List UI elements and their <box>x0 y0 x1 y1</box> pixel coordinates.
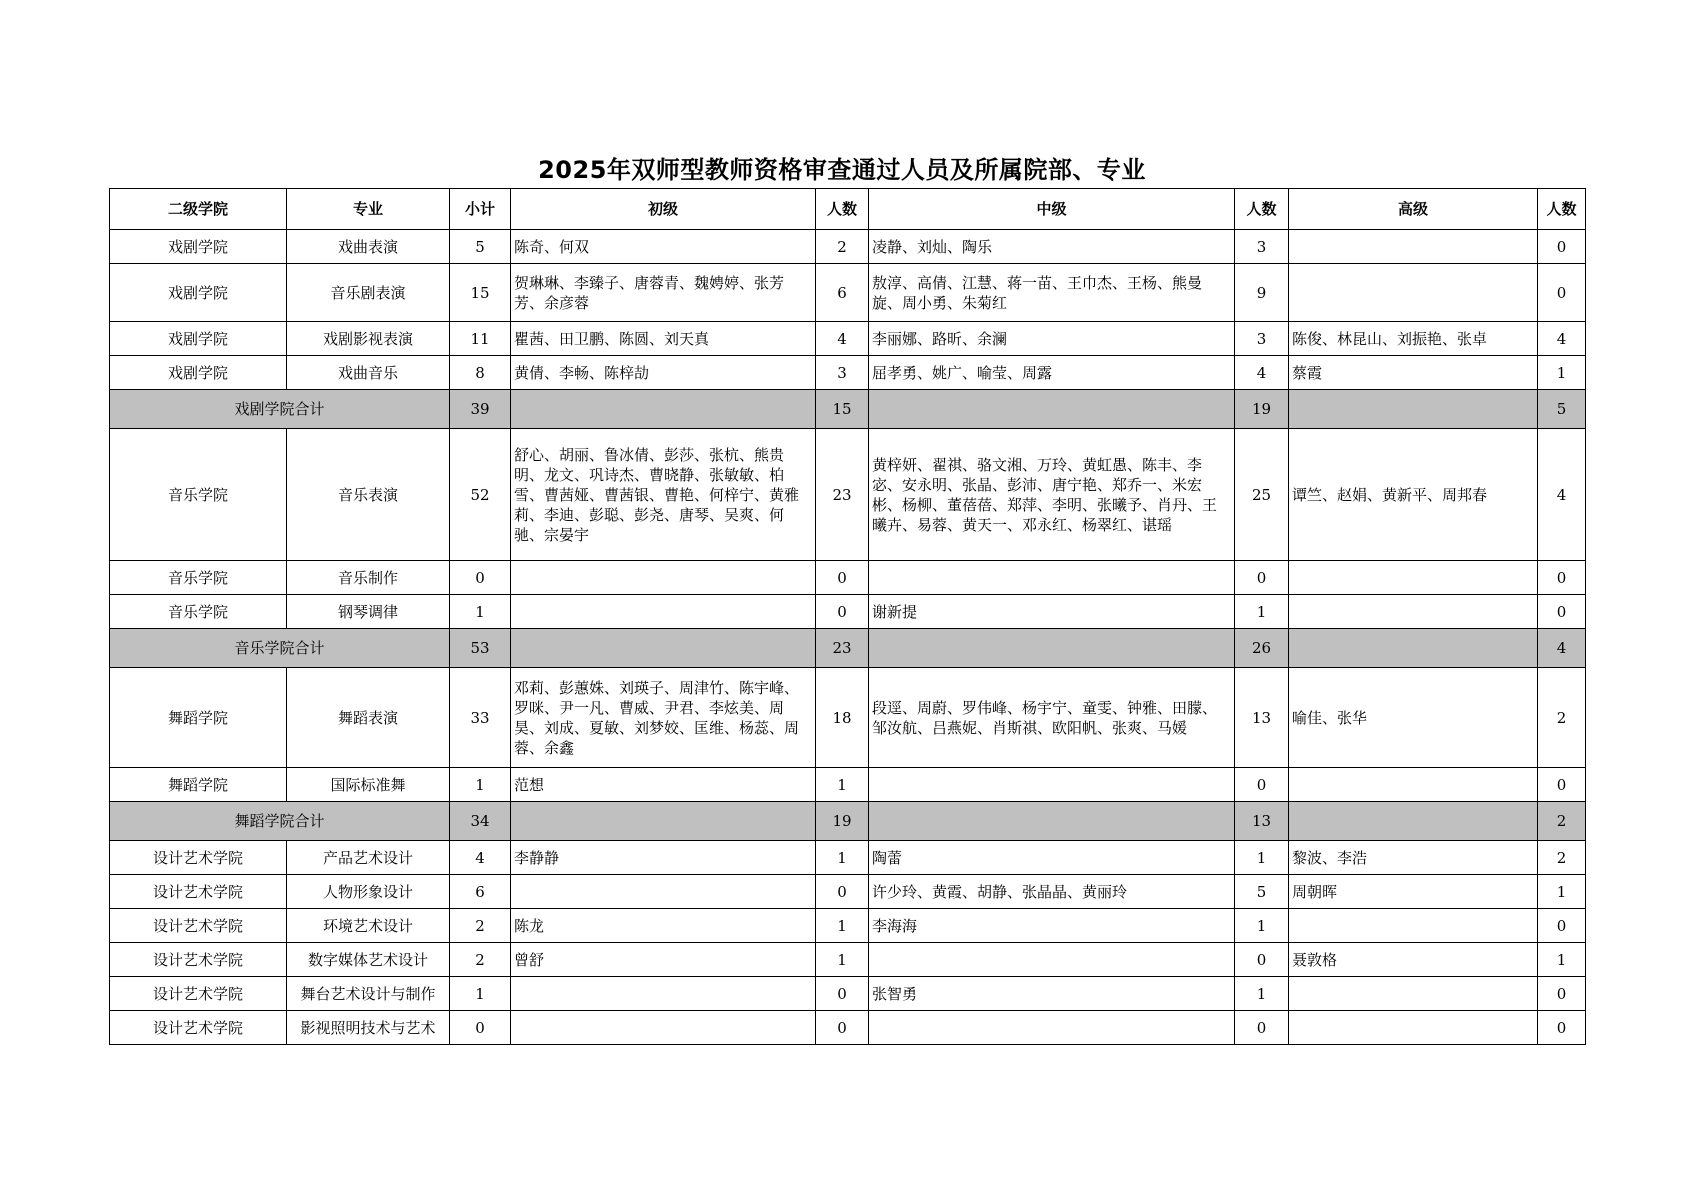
middle-names-cell: 屈孝勇、姚广、喻莹、周露 <box>869 356 1235 390</box>
middle-names-cell: 张智勇 <box>869 977 1235 1011</box>
senior-count-cell: 0 <box>1538 264 1586 322</box>
subtotal-cell: 52 <box>450 429 511 561</box>
middle-names-cell: 敖淳、高倩、江慧、蒋一苗、王巾杰、王杨、熊曼旋、周小勇、朱菊红 <box>869 264 1235 322</box>
table-row <box>110 875 1586 909</box>
header-junior-count: 人数 <box>816 189 869 230</box>
senior-names-cell: 聂敦格 <box>1289 943 1538 977</box>
senior-names-cell <box>1289 768 1538 802</box>
table-row <box>110 561 1586 595</box>
table-row <box>110 264 1586 322</box>
middle-count-cell: 1 <box>1235 841 1289 875</box>
subtotal-cell: 1 <box>450 977 511 1011</box>
senior-count-cell: 1 <box>1538 943 1586 977</box>
middle-names-cell: 谢新提 <box>869 595 1235 629</box>
middle-names-cell <box>869 629 1235 668</box>
table-row <box>110 322 1586 356</box>
college-cell: 音乐学院 <box>110 561 287 595</box>
middle-count-cell: 25 <box>1235 429 1289 561</box>
major-cell: 人物形象设计 <box>287 875 450 909</box>
junior-names-cell: 李静静 <box>511 841 816 875</box>
total-label: 舞蹈学院合计 <box>110 802 450 841</box>
junior-count-cell: 0 <box>816 977 869 1011</box>
junior-count-cell: 1 <box>816 909 869 943</box>
junior-count-cell: 15 <box>816 390 869 429</box>
senior-names-cell <box>1289 390 1538 429</box>
senior-count-cell: 2 <box>1538 802 1586 841</box>
header-middle-count: 人数 <box>1235 189 1289 230</box>
middle-names-cell <box>869 802 1235 841</box>
junior-names-cell: 舒心、胡丽、鲁冰倩、彭莎、张杭、熊贵明、龙文、巩诗杰、曹晓静、张敏敏、柏雪、曹茜娅、曹茜银、曹艳、何梓宁、黄雅莉、李迪、彭聪、彭尧、唐琴、吴爽、何驰、宗晏宇 <box>511 429 816 561</box>
junior-count-cell: 3 <box>816 356 869 390</box>
college-cell: 戏剧学院 <box>110 230 287 264</box>
college-cell: 音乐学院 <box>110 429 287 561</box>
senior-names-cell <box>1289 1011 1538 1045</box>
header-row <box>110 189 1586 230</box>
college-cell: 设计艺术学院 <box>110 875 287 909</box>
senior-count-cell: 0 <box>1538 1011 1586 1045</box>
junior-count-cell: 18 <box>816 668 869 768</box>
college-cell: 设计艺术学院 <box>110 977 287 1011</box>
total-row <box>110 629 1586 668</box>
subtotal-cell: 53 <box>450 629 511 668</box>
junior-count-cell: 1 <box>816 841 869 875</box>
junior-count-cell: 2 <box>816 230 869 264</box>
major-cell: 数字媒体艺术设计 <box>287 943 450 977</box>
college-cell: 音乐学院 <box>110 595 287 629</box>
college-cell: 设计艺术学院 <box>110 909 287 943</box>
junior-names-cell: 邓莉、彭蕙姝、刘瑛子、周津竹、陈宇峰、罗咪、尹一凡、曹威、尹君、李炫美、周昊、刘成、夏敏、刘梦姣、匡维、杨蕊、周蓉、余鑫 <box>511 668 816 768</box>
middle-names-cell <box>869 1011 1235 1045</box>
senior-count-cell: 4 <box>1538 629 1586 668</box>
major-cell: 钢琴调律 <box>287 595 450 629</box>
senior-count-cell: 5 <box>1538 390 1586 429</box>
middle-count-cell: 3 <box>1235 230 1289 264</box>
junior-names-cell <box>511 390 816 429</box>
senior-count-cell: 0 <box>1538 230 1586 264</box>
senior-names-cell: 谭竺、赵娟、黄新平、周邦春 <box>1289 429 1538 561</box>
senior-count-cell: 0 <box>1538 977 1586 1011</box>
college-cell: 戏剧学院 <box>110 356 287 390</box>
major-cell: 音乐表演 <box>287 429 450 561</box>
table-row <box>110 356 1586 390</box>
senior-names-cell: 黎波、李浩 <box>1289 841 1538 875</box>
middle-count-cell: 4 <box>1235 356 1289 390</box>
middle-count-cell: 13 <box>1235 668 1289 768</box>
junior-names-cell <box>511 802 816 841</box>
major-cell: 戏曲表演 <box>287 230 450 264</box>
total-row <box>110 802 1586 841</box>
junior-count-cell: 23 <box>816 429 869 561</box>
senior-names-cell <box>1289 561 1538 595</box>
header-middle: 中级 <box>869 189 1235 230</box>
table-row <box>110 977 1586 1011</box>
senior-count-cell: 1 <box>1538 875 1586 909</box>
college-cell: 戏剧学院 <box>110 264 287 322</box>
junior-count-cell: 23 <box>816 629 869 668</box>
college-cell: 设计艺术学院 <box>110 841 287 875</box>
senior-count-cell: 0 <box>1538 909 1586 943</box>
junior-names-cell <box>511 629 816 668</box>
middle-count-cell: 13 <box>1235 802 1289 841</box>
table-row <box>110 230 1586 264</box>
college-cell: 舞蹈学院 <box>110 668 287 768</box>
college-cell: 设计艺术学院 <box>110 943 287 977</box>
senior-names-cell <box>1289 909 1538 943</box>
junior-names-cell: 陈龙 <box>511 909 816 943</box>
college-cell: 设计艺术学院 <box>110 1011 287 1045</box>
junior-names-cell: 陈奇、何双 <box>511 230 816 264</box>
header-senior: 高级 <box>1289 189 1538 230</box>
subtotal-cell: 2 <box>450 943 511 977</box>
major-cell: 环境艺术设计 <box>287 909 450 943</box>
junior-count-cell: 19 <box>816 802 869 841</box>
middle-names-cell <box>869 943 1235 977</box>
major-cell: 影视照明技术与艺术 <box>287 1011 450 1045</box>
middle-names-cell <box>869 390 1235 429</box>
subtotal-cell: 8 <box>450 356 511 390</box>
junior-count-cell: 6 <box>816 264 869 322</box>
header-subtotal: 小计 <box>450 189 511 230</box>
subtotal-cell: 5 <box>450 230 511 264</box>
major-cell: 国际标准舞 <box>287 768 450 802</box>
table-row <box>110 909 1586 943</box>
middle-count-cell: 0 <box>1235 561 1289 595</box>
junior-count-cell: 0 <box>816 875 869 909</box>
senior-count-cell: 4 <box>1538 322 1586 356</box>
senior-names-cell <box>1289 264 1538 322</box>
major-cell: 舞蹈表演 <box>287 668 450 768</box>
page-title: 2025年双师型教师资格审查通过人员及所属院部、专业 <box>538 156 1146 184</box>
junior-count-cell: 1 <box>816 768 869 802</box>
middle-count-cell: 1 <box>1235 595 1289 629</box>
junior-names-cell: 范想 <box>511 768 816 802</box>
subtotal-cell: 1 <box>450 595 511 629</box>
table-body <box>110 230 1586 1045</box>
subtotal-cell: 0 <box>450 561 511 595</box>
junior-names-cell <box>511 595 816 629</box>
header-senior-count: 人数 <box>1538 189 1586 230</box>
major-cell: 舞台艺术设计与制作 <box>287 977 450 1011</box>
junior-names-cell <box>511 561 816 595</box>
senior-count-cell: 0 <box>1538 768 1586 802</box>
middle-names-cell: 段逕、周蔚、罗伟峰、杨宇宁、童雯、钟雅、田朦、邹汝航、吕燕妮、肖斯祺、欧阳帆、张爽、马媛 <box>869 668 1235 768</box>
header-college: 二级学院 <box>110 189 287 230</box>
senior-count-cell: 4 <box>1538 429 1586 561</box>
major-cell: 音乐制作 <box>287 561 450 595</box>
middle-names-cell <box>869 768 1235 802</box>
senior-names-cell <box>1289 629 1538 668</box>
senior-count-cell: 0 <box>1538 595 1586 629</box>
junior-names-cell <box>511 1011 816 1045</box>
junior-names-cell <box>511 977 816 1011</box>
subtotal-cell: 39 <box>450 390 511 429</box>
middle-count-cell: 0 <box>1235 768 1289 802</box>
middle-count-cell: 0 <box>1235 1011 1289 1045</box>
senior-names-cell <box>1289 230 1538 264</box>
table-row <box>110 1011 1586 1045</box>
middle-names-cell: 黄梓妍、翟祺、骆文湘、万玲、黄虹愚、陈丰、李宓、安永明、张晶、彭沛、唐宁艳、郑乔一、米宏彬、杨柳、董蓓蓓、郑萍、李明、张曦予、肖丹、王曦卉、易蓉、黄天一、邓永红、杨翠红、谌瑶 <box>869 429 1235 561</box>
senior-names-cell <box>1289 595 1538 629</box>
table-row <box>110 841 1586 875</box>
subtotal-cell: 1 <box>450 768 511 802</box>
middle-count-cell: 9 <box>1235 264 1289 322</box>
total-row <box>110 390 1586 429</box>
header-major: 专业 <box>287 189 450 230</box>
senior-count-cell: 0 <box>1538 561 1586 595</box>
college-cell: 戏剧学院 <box>110 322 287 356</box>
senior-names-cell: 蔡霞 <box>1289 356 1538 390</box>
junior-count-cell: 0 <box>816 561 869 595</box>
total-label: 音乐学院合计 <box>110 629 450 668</box>
middle-names-cell: 陶蕾 <box>869 841 1235 875</box>
senior-count-cell: 2 <box>1538 841 1586 875</box>
junior-names-cell: 贺琳琳、李臻子、唐蓉青、魏娉婷、张芳芳、余彦蓉 <box>511 264 816 322</box>
middle-names-cell: 李丽娜、路昕、余澜 <box>869 322 1235 356</box>
junior-count-cell: 4 <box>816 322 869 356</box>
middle-names-cell: 凌静、刘灿、陶乐 <box>869 230 1235 264</box>
teacher-qualification-table <box>109 188 1586 1045</box>
subtotal-cell: 2 <box>450 909 511 943</box>
junior-names-cell <box>511 875 816 909</box>
table-row <box>110 668 1586 768</box>
middle-count-cell: 5 <box>1235 875 1289 909</box>
subtotal-cell: 0 <box>450 1011 511 1045</box>
subtotal-cell: 34 <box>450 802 511 841</box>
total-label: 戏剧学院合计 <box>110 390 450 429</box>
junior-names-cell: 曾舒 <box>511 943 816 977</box>
middle-count-cell: 1 <box>1235 909 1289 943</box>
middle-count-cell: 26 <box>1235 629 1289 668</box>
junior-count-cell: 0 <box>816 595 869 629</box>
senior-count-cell: 2 <box>1538 668 1586 768</box>
senior-names-cell: 周朝晖 <box>1289 875 1538 909</box>
middle-count-cell: 1 <box>1235 977 1289 1011</box>
senior-names-cell <box>1289 802 1538 841</box>
senior-names-cell <box>1289 977 1538 1011</box>
senior-count-cell: 1 <box>1538 356 1586 390</box>
subtotal-cell: 4 <box>450 841 511 875</box>
major-cell: 产品艺术设计 <box>287 841 450 875</box>
major-cell: 戏剧影视表演 <box>287 322 450 356</box>
middle-count-cell: 19 <box>1235 390 1289 429</box>
junior-names-cell: 瞿茜、田卫鹏、陈圆、刘天真 <box>511 322 816 356</box>
header-junior: 初级 <box>511 189 816 230</box>
middle-names-cell: 李海海 <box>869 909 1235 943</box>
table-row <box>110 768 1586 802</box>
table-row <box>110 429 1586 561</box>
major-cell: 戏曲音乐 <box>287 356 450 390</box>
junior-count-cell: 1 <box>816 943 869 977</box>
middle-count-cell: 0 <box>1235 943 1289 977</box>
college-cell: 舞蹈学院 <box>110 768 287 802</box>
table-row <box>110 943 1586 977</box>
middle-names-cell: 许少玲、黄霞、胡静、张晶晶、黄丽玲 <box>869 875 1235 909</box>
subtotal-cell: 11 <box>450 322 511 356</box>
major-cell: 音乐剧表演 <box>287 264 450 322</box>
middle-names-cell <box>869 561 1235 595</box>
middle-count-cell: 3 <box>1235 322 1289 356</box>
junior-names-cell: 黄倩、李畅、陈梓劼 <box>511 356 816 390</box>
table-row <box>110 595 1586 629</box>
senior-names-cell: 喻佳、张华 <box>1289 668 1538 768</box>
subtotal-cell: 6 <box>450 875 511 909</box>
subtotal-cell: 15 <box>450 264 511 322</box>
senior-names-cell: 陈俊、林昆山、刘振艳、张卓 <box>1289 322 1538 356</box>
junior-count-cell: 0 <box>816 1011 869 1045</box>
subtotal-cell: 33 <box>450 668 511 768</box>
